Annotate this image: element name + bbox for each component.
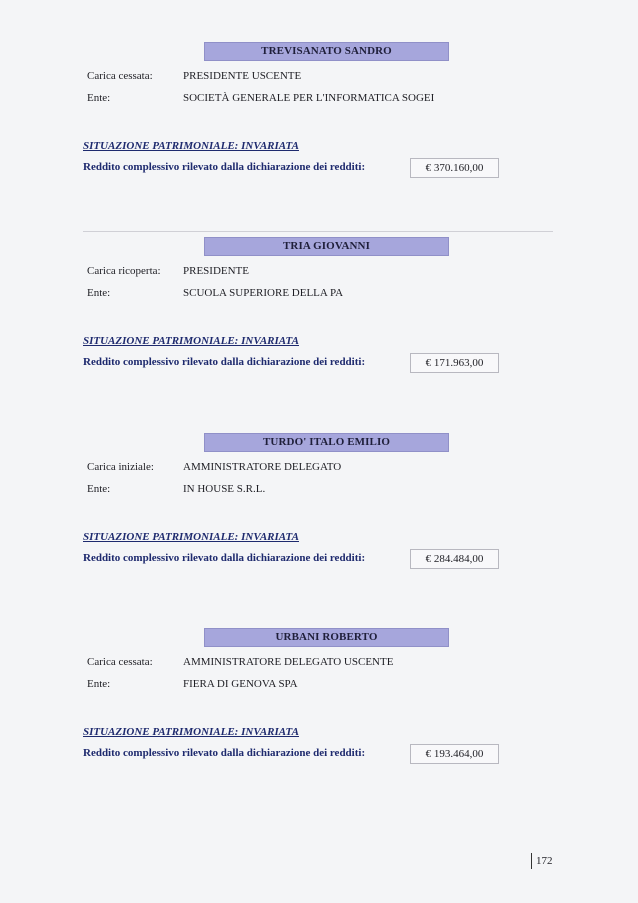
section-divider bbox=[83, 231, 553, 232]
page-number: 172 bbox=[531, 853, 553, 869]
income-value-box: € 370.160,00 bbox=[410, 158, 499, 178]
ente-label: Ente: bbox=[87, 678, 111, 690]
patrimonial-status: SITUAZIONE PATRIMONIALE: INVARIATA bbox=[83, 335, 299, 347]
role-value: PRESIDENTE USCENTE bbox=[183, 70, 302, 82]
income-label: Reddito complessivo rilevato dalla dichiarazione dei redditi: bbox=[83, 747, 366, 759]
income-value-box: € 193.464,00 bbox=[410, 744, 499, 764]
patrimonial-status: SITUAZIONE PATRIMONIALE: INVARIATA bbox=[83, 726, 299, 738]
role-label: Carica cessata: bbox=[87, 70, 153, 82]
income-label: Reddito complessivo rilevato dalla dichiarazione dei redditi: bbox=[83, 161, 366, 173]
patrimonial-status: SITUAZIONE PATRIMONIALE: INVARIATA bbox=[83, 140, 299, 152]
person-name-bar: URBANI ROBERTO bbox=[204, 628, 449, 647]
entry-section bbox=[0, 433, 638, 623]
ente-label: Ente: bbox=[87, 287, 111, 299]
entry-section bbox=[0, 628, 638, 818]
role-label: Carica ricoperta: bbox=[87, 265, 161, 277]
entry-section bbox=[0, 237, 638, 427]
role-value: AMMINISTRATORE DELEGATO bbox=[183, 461, 342, 473]
ente-value: SCUOLA SUPERIORE DELLA PA bbox=[183, 287, 344, 299]
ente-value: FIERA DI GENOVA SPA bbox=[183, 678, 298, 690]
entry-section bbox=[0, 42, 638, 232]
role-value: PRESIDENTE bbox=[183, 265, 249, 277]
income-value-box: € 171.963,00 bbox=[410, 353, 499, 373]
ente-value: SOCIETÀ GENERALE PER L'INFORMATICA SOGEI bbox=[183, 92, 435, 104]
role-label: Carica cessata: bbox=[87, 656, 153, 668]
person-name-bar: TRIA GIOVANNI bbox=[204, 237, 449, 256]
ente-label: Ente: bbox=[87, 483, 111, 495]
role-value: AMMINISTRATORE DELEGATO USCENTE bbox=[183, 656, 394, 668]
ente-label: Ente: bbox=[87, 92, 111, 104]
person-name-bar: TURDO' ITALO EMILIO bbox=[204, 433, 449, 452]
person-name-bar: TREVISANATO SANDRO bbox=[204, 42, 449, 61]
role-label: Carica iniziale: bbox=[87, 461, 154, 473]
income-value-box: € 284.484,00 bbox=[410, 549, 499, 569]
ente-value: IN HOUSE S.R.L. bbox=[183, 483, 266, 495]
patrimonial-status: SITUAZIONE PATRIMONIALE: INVARIATA bbox=[83, 531, 299, 543]
income-label: Reddito complessivo rilevato dalla dichiarazione dei redditi: bbox=[83, 356, 366, 368]
income-label: Reddito complessivo rilevato dalla dichiarazione dei redditi: bbox=[83, 552, 366, 564]
